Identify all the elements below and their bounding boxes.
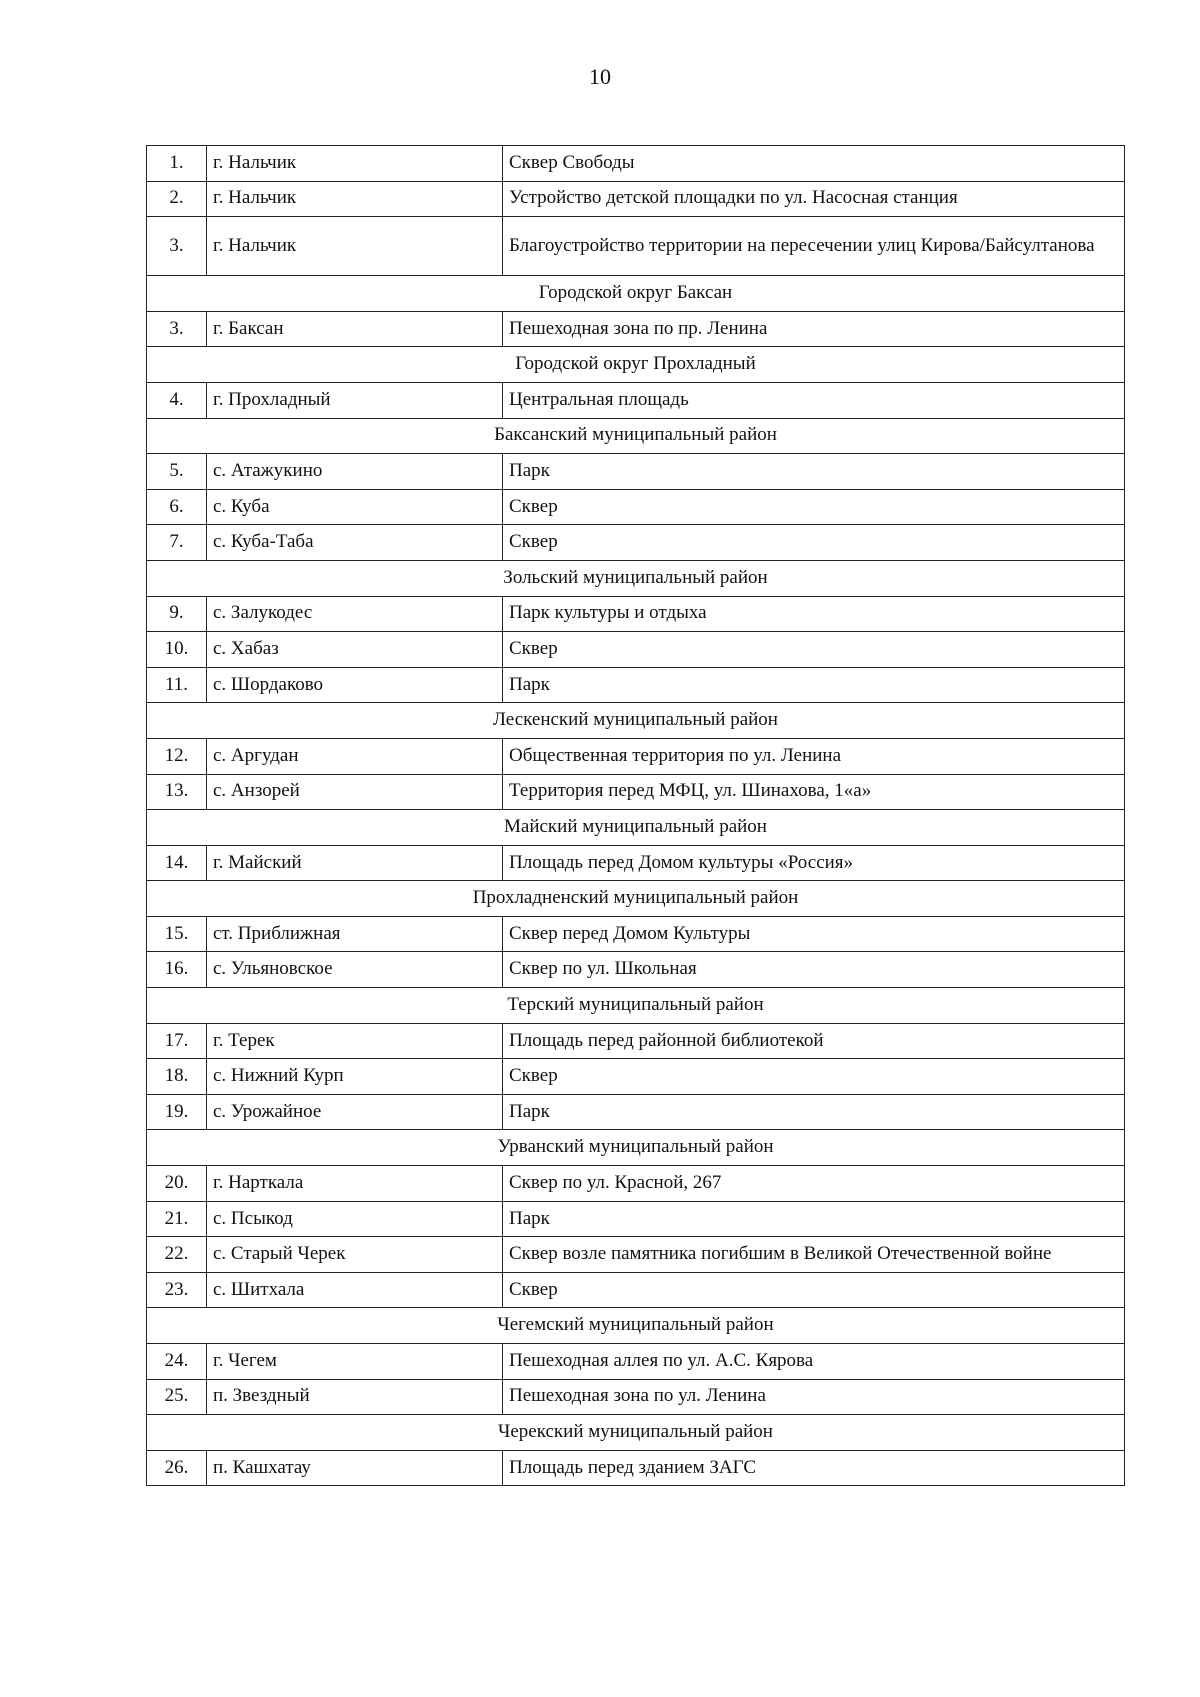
territory-cell: Устройство детской площадки по ул. Насосная станция (503, 181, 1125, 217)
table-row (147, 632, 1125, 668)
settlement-cell: с. Шитхала (207, 1272, 503, 1308)
page-number: 10 (589, 64, 611, 89)
territory-cell: Сквер (503, 632, 1125, 668)
territory-cell: Центральная площадь (503, 382, 1125, 418)
section-title: Баксанский муниципальный район (147, 418, 1125, 454)
section-header-row (147, 703, 1125, 739)
row-number: 25. (147, 1379, 207, 1415)
section-title: Лескенский муниципальный район (147, 703, 1125, 739)
row-number: 10. (147, 632, 207, 668)
row-number: 6. (147, 489, 207, 525)
settlement-cell: г. Нальчик (207, 217, 503, 276)
territory-cell: Сквер (503, 525, 1125, 561)
territory-cell: Общественная территория по ул. Ленина (503, 738, 1125, 774)
row-number: 18. (147, 1059, 207, 1095)
row-number: 14. (147, 845, 207, 881)
row-number: 17. (147, 1023, 207, 1059)
territory-cell: Площадь перед зданием ЗАГС (503, 1450, 1125, 1486)
row-number: 1. (147, 146, 207, 182)
settlement-cell: г. Нарткала (207, 1166, 503, 1202)
territory-cell: Парк (503, 667, 1125, 703)
row-number: 11. (147, 667, 207, 703)
section-title: Терский муниципальный район (147, 988, 1125, 1024)
section-title: Урванский муниципальный район (147, 1130, 1125, 1166)
territory-cell: Парк культуры и отдыха (503, 596, 1125, 632)
territories-table (146, 145, 1125, 1486)
section-header-row (147, 276, 1125, 312)
table-row (147, 845, 1125, 881)
settlement-cell: г. Прохладный (207, 382, 503, 418)
section-header-row (147, 1308, 1125, 1344)
settlement-cell: с. Урожайное (207, 1094, 503, 1130)
settlement-cell: г. Майский (207, 845, 503, 881)
table-row (147, 596, 1125, 632)
section-header-row (147, 418, 1125, 454)
settlement-cell: с. Ульяновское (207, 952, 503, 988)
table-row (147, 952, 1125, 988)
section-header-row (147, 347, 1125, 383)
row-number: 15. (147, 916, 207, 952)
territory-cell: Сквер перед Домом Культуры (503, 916, 1125, 952)
table-row (147, 738, 1125, 774)
table-row (147, 454, 1125, 490)
section-title: Прохладненский муниципальный район (147, 881, 1125, 917)
territory-cell: Парк (503, 1094, 1125, 1130)
table-row (147, 217, 1125, 276)
row-number: 22. (147, 1237, 207, 1273)
section-header-row (147, 988, 1125, 1024)
table-row (147, 916, 1125, 952)
territory-cell: Площадь перед районной библиотекой (503, 1023, 1125, 1059)
territory-cell: Сквер (503, 1059, 1125, 1095)
section-header-row (147, 810, 1125, 846)
territory-cell: Сквер Свободы (503, 146, 1125, 182)
table-row (147, 1166, 1125, 1202)
territory-cell: Парк (503, 1201, 1125, 1237)
territory-cell: Сквер (503, 1272, 1125, 1308)
territory-cell: Сквер (503, 489, 1125, 525)
territory-cell: Парк (503, 454, 1125, 490)
section-title: Чегемский муниципальный район (147, 1308, 1125, 1344)
settlement-cell: с. Залукодес (207, 596, 503, 632)
row-number: 9. (147, 596, 207, 632)
settlement-cell: с. Анзорей (207, 774, 503, 810)
settlement-cell: с. Куба (207, 489, 503, 525)
table-row (147, 311, 1125, 347)
table-row (147, 1023, 1125, 1059)
row-number: 3. (147, 311, 207, 347)
row-number: 12. (147, 738, 207, 774)
row-number: 13. (147, 774, 207, 810)
settlement-cell: п. Звездный (207, 1379, 503, 1415)
table-row (147, 1201, 1125, 1237)
section-title: Городской округ Прохладный (147, 347, 1125, 383)
settlement-cell: ст. Приближная (207, 916, 503, 952)
table-row (147, 1059, 1125, 1095)
settlement-cell: г. Баксан (207, 311, 503, 347)
row-number: 26. (147, 1450, 207, 1486)
territory-cell: Территория перед МФЦ, ул. Шинахова, 1«а» (503, 774, 1125, 810)
row-number: 4. (147, 382, 207, 418)
section-title: Городской округ Баксан (147, 276, 1125, 312)
row-number: 19. (147, 1094, 207, 1130)
territory-cell: Пешеходная зона по пр. Ленина (503, 311, 1125, 347)
settlement-cell: с. Псыкод (207, 1201, 503, 1237)
settlement-cell: г. Нальчик (207, 146, 503, 182)
section-header-row (147, 881, 1125, 917)
territory-cell: Сквер по ул. Школьная (503, 952, 1125, 988)
section-header-row (147, 1415, 1125, 1451)
settlement-cell: с. Куба-Таба (207, 525, 503, 561)
settlement-cell: с. Атажукино (207, 454, 503, 490)
settlement-cell: г. Терек (207, 1023, 503, 1059)
section-header-row (147, 560, 1125, 596)
territory-cell: Пешеходная аллея по ул. А.С. Кярова (503, 1344, 1125, 1380)
settlement-cell: с. Аргудан (207, 738, 503, 774)
settlement-cell: п. Кашхатау (207, 1450, 503, 1486)
table-row (147, 667, 1125, 703)
territory-cell: Сквер по ул. Красной, 267 (503, 1166, 1125, 1202)
section-title: Черекский муниципальный район (147, 1415, 1125, 1451)
table-row (147, 1272, 1125, 1308)
row-number: 23. (147, 1272, 207, 1308)
table-row (147, 525, 1125, 561)
table-row (147, 1094, 1125, 1130)
settlement-cell: с. Шордаково (207, 667, 503, 703)
settlement-cell: г. Чегем (207, 1344, 503, 1380)
territory-cell: Благоустройство территории на пересечении улиц Кирова/Байсултанова (503, 217, 1125, 276)
table-row (147, 146, 1125, 182)
table-body (147, 146, 1125, 1486)
row-number: 5. (147, 454, 207, 490)
territory-cell: Пешеходная зона по ул. Ленина (503, 1379, 1125, 1415)
section-header-row (147, 1130, 1125, 1166)
territory-cell: Сквер возле памятника погибшим в Великой Отечественной войне (503, 1237, 1125, 1273)
row-number: 2. (147, 181, 207, 217)
row-number: 7. (147, 525, 207, 561)
settlement-cell: с. Старый Черек (207, 1237, 503, 1273)
table-row (147, 1237, 1125, 1273)
row-number: 21. (147, 1201, 207, 1237)
table-row (147, 382, 1125, 418)
row-number: 3. (147, 217, 207, 276)
table-row (147, 1344, 1125, 1380)
table-row (147, 1379, 1125, 1415)
section-title: Зольский муниципальный район (147, 560, 1125, 596)
table-row (147, 489, 1125, 525)
table-row (147, 1450, 1125, 1486)
section-title: Майский муниципальный район (147, 810, 1125, 846)
settlement-cell: с. Нижний Курп (207, 1059, 503, 1095)
settlement-cell: г. Нальчик (207, 181, 503, 217)
table-row (147, 181, 1125, 217)
row-number: 20. (147, 1166, 207, 1202)
territory-cell: Площадь перед Домом культуры «Россия» (503, 845, 1125, 881)
table-row (147, 774, 1125, 810)
row-number: 24. (147, 1344, 207, 1380)
row-number: 16. (147, 952, 207, 988)
settlement-cell: с. Хабаз (207, 632, 503, 668)
